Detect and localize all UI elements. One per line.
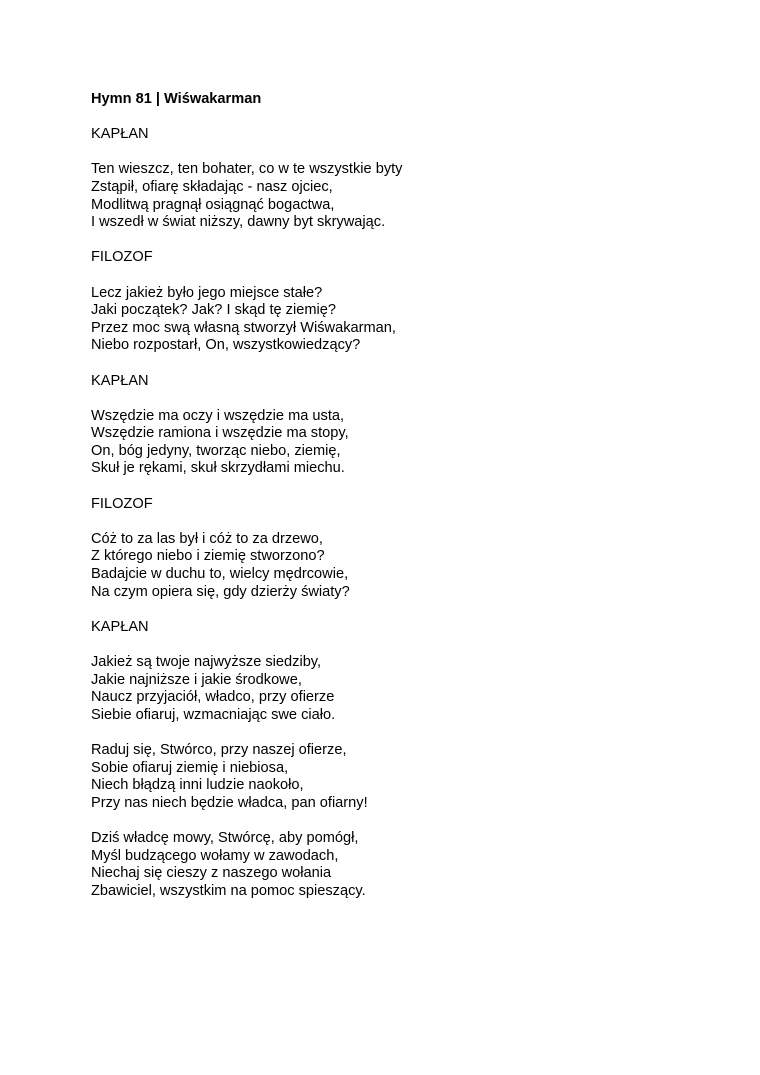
verse-line: Myśl budzącego wołamy w zawodach,	[91, 847, 339, 864]
stanza	[91, 654, 731, 724]
verse-line: Jakie najniższe i jakie środkowe,	[91, 671, 302, 688]
stanza	[91, 742, 731, 812]
verse-line: Naucz przyjaciół, władco, przy ofierze	[91, 689, 335, 706]
verse-line: Zbawiciel, wszystkim na pomoc spieszący.	[91, 882, 366, 899]
verse-line: Sobie ofiaruj ziemię i niebiosa,	[91, 759, 289, 776]
verse-line: Lecz jakież było jego miejsce stałe?	[91, 284, 323, 301]
stanza	[91, 531, 731, 601]
verse-line: Z którego niebo i ziemię stworzono?	[91, 548, 325, 565]
verse-line: Wszędzie ma oczy i wszędzie ma usta,	[91, 407, 345, 424]
verse-line: Raduj się, Stwórco, przy naszej ofierze,	[91, 741, 347, 758]
verse-line: Na czym opiera się, gdy dzierży światy?	[91, 583, 350, 600]
verse-line: Badajcie w duchu to, wielcy mędrcowie,	[91, 566, 349, 583]
stanza	[91, 830, 731, 900]
speaker-label: KAPŁAN	[91, 372, 149, 389]
verse-line: Niechaj się cieszy z naszego wołania	[91, 865, 332, 882]
document-page	[91, 91, 731, 918]
verse-line: Siebie ofiaruj, wzmacniając swe ciało.	[91, 706, 336, 723]
verse-line: Modlitwą pragnął osiągnąć bogactwa,	[91, 196, 335, 213]
verse-line: Skuł je rękami, skuł skrzydłami miechu.	[91, 460, 345, 477]
speaker-label: KAPŁAN	[91, 618, 149, 635]
document-body	[91, 126, 731, 900]
document-title: Hymn 81 | Wiśwakarman	[91, 91, 262, 107]
verse-line: Niebo rozpostarł, On, wszystkowiedzący?	[91, 337, 361, 354]
verse-line: Przy nas niech będzie władca, pan ofiarny!	[91, 794, 368, 811]
verse-line: On, bóg jedyny, tworząc niebo, ziemię,	[91, 442, 341, 459]
verse-line: Zstąpił, ofiarę składając - nasz ojciec,	[91, 178, 333, 195]
verse-line: Jaki początek? Jak? I skąd tę ziemię?	[91, 302, 336, 319]
speaker-label: FILOZOF	[91, 249, 153, 266]
speaker-label: KAPŁAN	[91, 126, 149, 143]
speaker-label: FILOZOF	[91, 495, 153, 512]
verse-line: Jakież są twoje najwyższe siedziby,	[91, 654, 322, 670]
verse-line: Przez moc swą własną stworzył Wiśwakarman,	[91, 319, 396, 336]
verse-line: Wszędzie ramiona i wszędzie ma stopy,	[91, 425, 349, 442]
stanza	[91, 285, 731, 355]
stanza	[91, 408, 731, 478]
verse-line: Dziś władcę mowy, Stwórcę, aby pomógł,	[91, 829, 359, 846]
verse-line: Cóż to za las był i cóż to za drzewo,	[91, 530, 323, 547]
verse-line: Niech błądzą inni ludzie naokoło,	[91, 777, 304, 794]
verse-line: Ten wieszcz, ten bohater, co w te wszystkie byty	[91, 161, 403, 178]
verse-line: I wszedł w świat niższy, dawny byt skrywając.	[91, 214, 386, 231]
stanza	[91, 161, 731, 231]
